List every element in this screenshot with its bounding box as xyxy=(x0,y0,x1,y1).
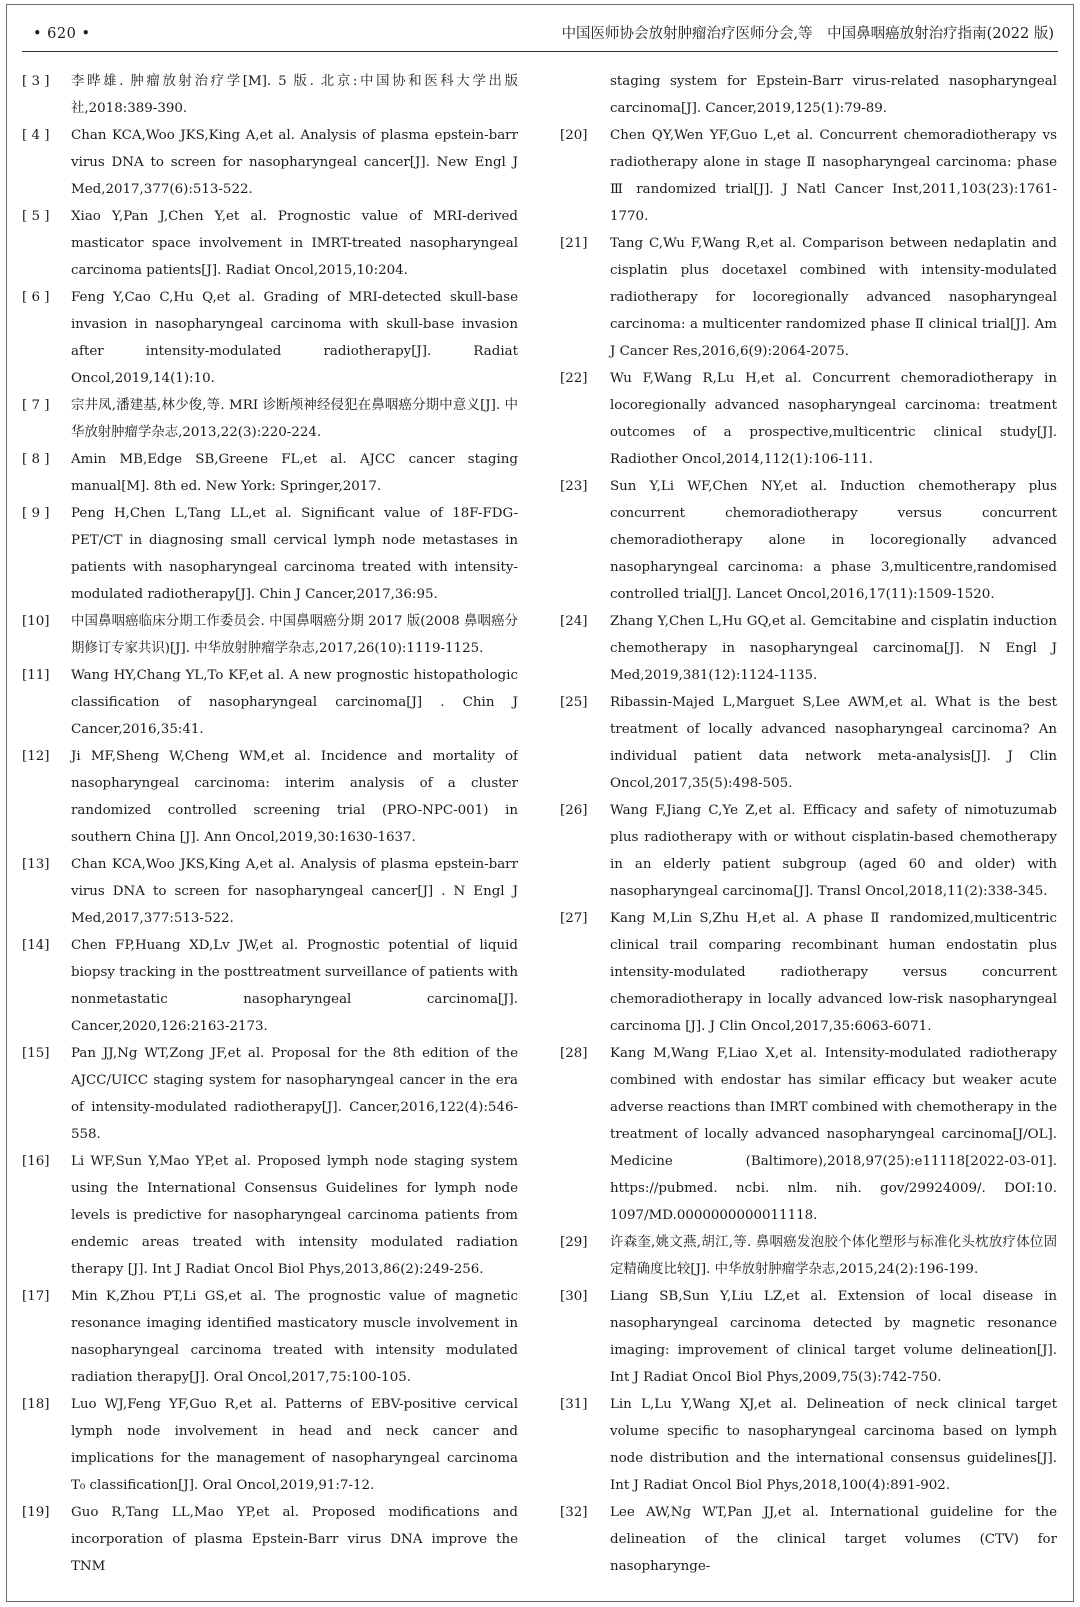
reference-item xyxy=(22,392,518,446)
left-column xyxy=(22,68,518,1593)
reference-number: [22] xyxy=(560,371,588,386)
reference-number: [32] xyxy=(560,1505,588,1520)
reference-text: 宗井凤,潘建基,林少俊,等. MRI 诊断颅神经侵犯在鼻咽癌分期中意义[J]. 中华放射肿瘤学杂志,2013,22(3):220-224. xyxy=(71,398,518,440)
reference-item xyxy=(22,851,518,932)
reference-number: [27] xyxy=(560,911,588,926)
reference-text: Liang SB,Sun Y,Liu LZ,et al. Extension of local disease in nasopharyngeal carcinoma detected by magnetic resonance imaging: improvement of clinical target volume delineation[J]. Int J Radiat Oncol Biol Phys,2009,75(3):742-750. xyxy=(610,1289,1057,1385)
reference-number: [ 6 ] xyxy=(22,290,50,305)
reference-number: [20] xyxy=(560,128,588,143)
reference-item xyxy=(22,500,518,608)
reference-text: Min K,Zhou PT,Li GS,et al. The prognostic value of magnetic resonance imaging identified masticatory muscle involvement in nasopharyngeal carcinoma treated with intensity modulated radiation therapy[J]. Oral Oncol,2017,75:100-105. xyxy=(71,1289,518,1385)
reference-item xyxy=(22,1283,518,1391)
reference-item xyxy=(560,365,1057,473)
running-header xyxy=(33,22,1054,46)
reference-number: [ 8 ] xyxy=(22,452,50,467)
reference-text: Lin L,Lu Y,Wang XJ,et al. Delineation of neck clinical target volume specific to nasopharyngeal carcinoma based on lymph node distribution and the international consensus guidelines[J]. Int J Radiat Oncol Biol Phys,2018,100(4):891-902. xyxy=(610,1397,1057,1493)
reference-item xyxy=(560,797,1057,905)
reference-item xyxy=(22,1499,518,1580)
header-rule xyxy=(22,51,1058,52)
reference-number: [11] xyxy=(22,668,50,683)
reference-text: Sun Y,Li WF,Chen NY,et al. Induction chemotherapy plus concurrent chemoradiotherapy versus concurrent chemoradiotherapy alone in locoregionally advanced nasopharyngeal carcinoma: a phase 3,multicentre,randomised controlled trial[J]. Lancet Oncol,2016,17(11):1509-1520. xyxy=(610,479,1057,602)
reference-item xyxy=(22,1040,518,1148)
right-column xyxy=(560,68,1057,1593)
reference-number: [ 5 ] xyxy=(22,209,50,224)
reference-number: [17] xyxy=(22,1289,50,1304)
reference-number: [ 3 ] xyxy=(22,74,50,89)
reference-number: [ 7 ] xyxy=(22,398,50,413)
reference-text: Xiao Y,Pan J,Chen Y,et al. Prognostic value of MRI-derived masticator space involvement in IMRT-treated nasopharyngeal carcinoma patients[J]. Radiat Oncol,2015,10:204. xyxy=(71,209,518,278)
reference-number: [13] xyxy=(22,857,50,872)
reference-item xyxy=(560,1283,1057,1391)
reference-text: Peng H,Chen L,Tang LL,et al. Significant value of 18F-FDG-PET/CT in diagnosing small cervical lymph node metastases in patients with nasopharyngeal carcinoma treated with intensity-modulated radiotherapy[J]. Chin J Cancer,2017,36:95. xyxy=(71,506,518,602)
reference-item xyxy=(22,122,518,203)
reference-text: Pan JJ,Ng WT,Zong JF,et al. Proposal for the 8th edition of the AJCC/UICC staging system for nasopharyngeal cancer in the era of intensity-modulated radiotherapy[J]. Cancer,2016,122(4):546-558. xyxy=(71,1046,518,1142)
reference-item xyxy=(560,1040,1057,1229)
reference-item xyxy=(22,1148,518,1283)
reference-item xyxy=(22,1391,518,1499)
reference-item xyxy=(560,689,1057,797)
reference-number: [16] xyxy=(22,1154,50,1169)
reference-continuation: staging system for Epstein-Barr virus-related nasopharyngeal carcinoma[J]. Cancer,2019,125(1):79-89. xyxy=(610,74,1057,116)
reference-text: Chen QY,Wen YF,Guo L,et al. Concurrent chemoradiotherapy vs radiotherapy alone in stage Ⅱ nasopharyngeal carcinoma: phase Ⅲ randomized trial[J]. J Natl Cancer Inst,2011,103(23):1761-1770. xyxy=(610,128,1057,224)
reference-number: [ 4 ] xyxy=(22,128,50,143)
reference-item xyxy=(22,203,518,284)
reference-number: [31] xyxy=(560,1397,588,1412)
reference-item xyxy=(22,284,518,392)
reference-text: Amin MB,Edge SB,Greene FL,et al. AJCC cancer staging manual[M]. 8th ed. New York: Springer,2017. xyxy=(71,452,518,494)
reference-number: [14] xyxy=(22,938,50,953)
reference-item xyxy=(560,1499,1057,1580)
reference-text: Ji MF,Sheng W,Cheng WM,et al. Incidence and mortality of nasopharyngeal carcinoma: interim analysis of a cluster randomized controlled screening trial (PRO-NPC-001) in southern China [J]. Ann Oncol,2019,30:1630-1637. xyxy=(71,749,518,845)
reference-number: [21] xyxy=(560,236,588,251)
reference-text: Chen FP,Huang XD,Lv JW,et al. Prognostic potential of liquid biopsy tracking in the posttreatment surveillance of patients with nonmetastatic nasopharyngeal carcinoma[J]. Cancer,2020,126:2163-2173. xyxy=(71,938,518,1034)
reference-number: [25] xyxy=(560,695,588,710)
reference-item xyxy=(22,68,518,122)
reference-number: [18] xyxy=(22,1397,50,1412)
reference-text: 中国鼻咽癌临床分期工作委员会. 中国鼻咽癌分期 2017 版(2008 鼻咽癌分期修订专家共识)[J]. 中华放射肿瘤学杂志,2017,26(10):1119-1125. xyxy=(71,614,518,656)
reference-text: Tang C,Wu F,Wang R,et al. Comparison between nedaplatin and cisplatin plus docetaxel combined with intensity-modulated radiotherapy for locoregionally advanced nasopharyngeal carcinoma: a multicenter randomized phase Ⅱ clinical trial[J]. Am J Cancer Res,2016,6(9):2064-2075. xyxy=(610,236,1057,359)
reference-number: [12] xyxy=(22,749,50,764)
reference-item xyxy=(22,662,518,743)
reference-text: Wang HY,Chang YL,To KF,et al. A new prognostic histopathologic classification of nasopharyngeal carcinoma[J] . Chin J Cancer,2016,35:41. xyxy=(71,668,518,737)
reference-text: Kang M,Lin S,Zhu H,et al. A phase Ⅱ randomized,multicentric clinical trail comparing recombinant human endostatin plus intensity-modulated radiotherapy versus concurrent chemoradiotherapy in locally advanced low-risk nasopharyngeal carcinoma [J]. J Clin Oncol,2017,35:6063-6071. xyxy=(610,911,1057,1034)
reference-text: Luo WJ,Feng YF,Guo R,et al. Patterns of EBV-positive cervical lymph node involvement in head and neck cancer and implications for the management of nasopharyngeal carcinoma T₀ classification[J]. Oral Oncol,2019,91:7-12. xyxy=(71,1397,518,1493)
reference-item xyxy=(22,932,518,1040)
page-number: • 620 • xyxy=(33,26,91,42)
reference-text: Zhang Y,Chen L,Hu GQ,et al. Gemcitabine and cisplatin induction chemotherapy in nasopharyngeal carcinoma[J]. N Engl J Med,2019,381(12):1124-1135. xyxy=(610,614,1057,683)
reference-item xyxy=(560,1229,1057,1283)
reference-text: Wang F,Jiang C,Ye Z,et al. Efficacy and safety of nimotuzumab plus radiotherapy with or without cisplatin-based chemotherapy in an elderly patient subgroup (aged 60 and older) with nasopharyngeal carcinoma[J]. Transl Oncol,2018,11(2):338-345. xyxy=(610,803,1057,899)
reference-item xyxy=(560,608,1057,689)
reference-number: [10] xyxy=(22,614,50,629)
reference-number: [26] xyxy=(560,803,588,818)
reference-text: Li WF,Sun Y,Mao YP,et al. Proposed lymph node staging system using the International Consensus Guidelines for lymph node levels is predictive for nasopharyngeal carcinoma patients from endemic areas treated with intensity modulated radiation therapy [J]. Int J Radiat Oncol Biol Phys,2013,86(2):249-256. xyxy=(71,1154,518,1277)
reference-item xyxy=(22,608,518,662)
reference-text: Guo R,Tang LL,Mao YP,et al. Proposed modifications and incorporation of plasma Epstein-Barr virus DNA improve the TNM xyxy=(71,1505,518,1574)
reference-number: [15] xyxy=(22,1046,50,1061)
reference-text: Lee AW,Ng WT,Pan JJ,et al. International guideline for the delineation of the clinical target volumes (CTV) for nasopharynge- xyxy=(610,1505,1057,1574)
reference-number: [19] xyxy=(22,1505,50,1520)
reference-item xyxy=(560,473,1057,608)
reference-number: [24] xyxy=(560,614,588,629)
reference-text: Chan KCA,Woo JKS,King A,et al. Analysis of plasma epstein-barr virus DNA to screen for nasopharyngeal cancer[J] . N Engl J Med,2017,377:513-522. xyxy=(71,857,518,926)
reference-item xyxy=(560,1391,1057,1499)
reference-text: Ribassin-Majed L,Marguet S,Lee AWM,et al. What is the best treatment of locally advanced nasopharyngeal carcinoma? An individual patient data network meta-analysis[J]. J Clin Oncol,2017,35(5):498-505. xyxy=(610,695,1057,791)
reference-item xyxy=(560,122,1057,230)
running-title: 中国医师协会放射肿瘤治疗医师分会,等 中国鼻咽癌放射治疗指南(2022 版) xyxy=(561,26,1054,42)
reference-text: Wu F,Wang R,Lu H,et al. Concurrent chemoradiotherapy in locoregionally advanced nasopharyngeal carcinoma: treatment outcomes of a prospective,multicentric clinical study[J]. Radiother Oncol,2014,112(1):106-111. xyxy=(610,371,1057,467)
reference-item xyxy=(560,905,1057,1040)
reference-number: [28] xyxy=(560,1046,588,1061)
reference-text: Kang M,Wang F,Liao X,et al. Intensity-modulated radiotherapy combined with endostar has similar efficacy but weaker acute adverse reactions than IMRT combined with chemotherapy in the treatment of locally advanced nasopharyngeal carcinoma[J/OL]. Medicine (Baltimore),2018,97(25):e11118[2022-03-01]. https://pubmed. ncbi. nlm. nih. gov/29924009/. DOI:10. 1097/MD.0000000000011118. xyxy=(610,1046,1057,1223)
reference-number: [ 9 ] xyxy=(22,506,50,521)
reference-item xyxy=(22,743,518,851)
reference-number: [30] xyxy=(560,1289,588,1304)
reference-text: Feng Y,Cao C,Hu Q,et al. Grading of MRI-detected skull-base invasion in nasopharyngeal carcinoma with skull-base invasion after intensity-modulated radiotherapy[J]. Radiat Oncol,2019,14(1):10. xyxy=(71,290,518,386)
reference-text: 李晔雄. 肿瘤放射治疗学[M]. 5 版. 北京:中国协和医科大学出版社,2018:389-390. xyxy=(71,74,518,116)
reference-text: Chan KCA,Woo JKS,King A,et al. Analysis of plasma epstein-barr virus DNA to screen for nasopharyngeal cancer[J]. New Engl J Med,2017,377(6):513-522. xyxy=(71,128,518,197)
reference-text: 许森奎,姚文燕,胡江,等. 鼻咽癌发泡胶个体化塑形与标准化头枕放疗体位固定精确度比较[J]. 中华放射肿瘤学杂志,2015,24(2):196-199. xyxy=(610,1235,1057,1277)
reference-item xyxy=(560,230,1057,365)
reference-number: [23] xyxy=(560,479,588,494)
reference-item xyxy=(22,446,518,500)
reference-number: [29] xyxy=(560,1235,588,1250)
